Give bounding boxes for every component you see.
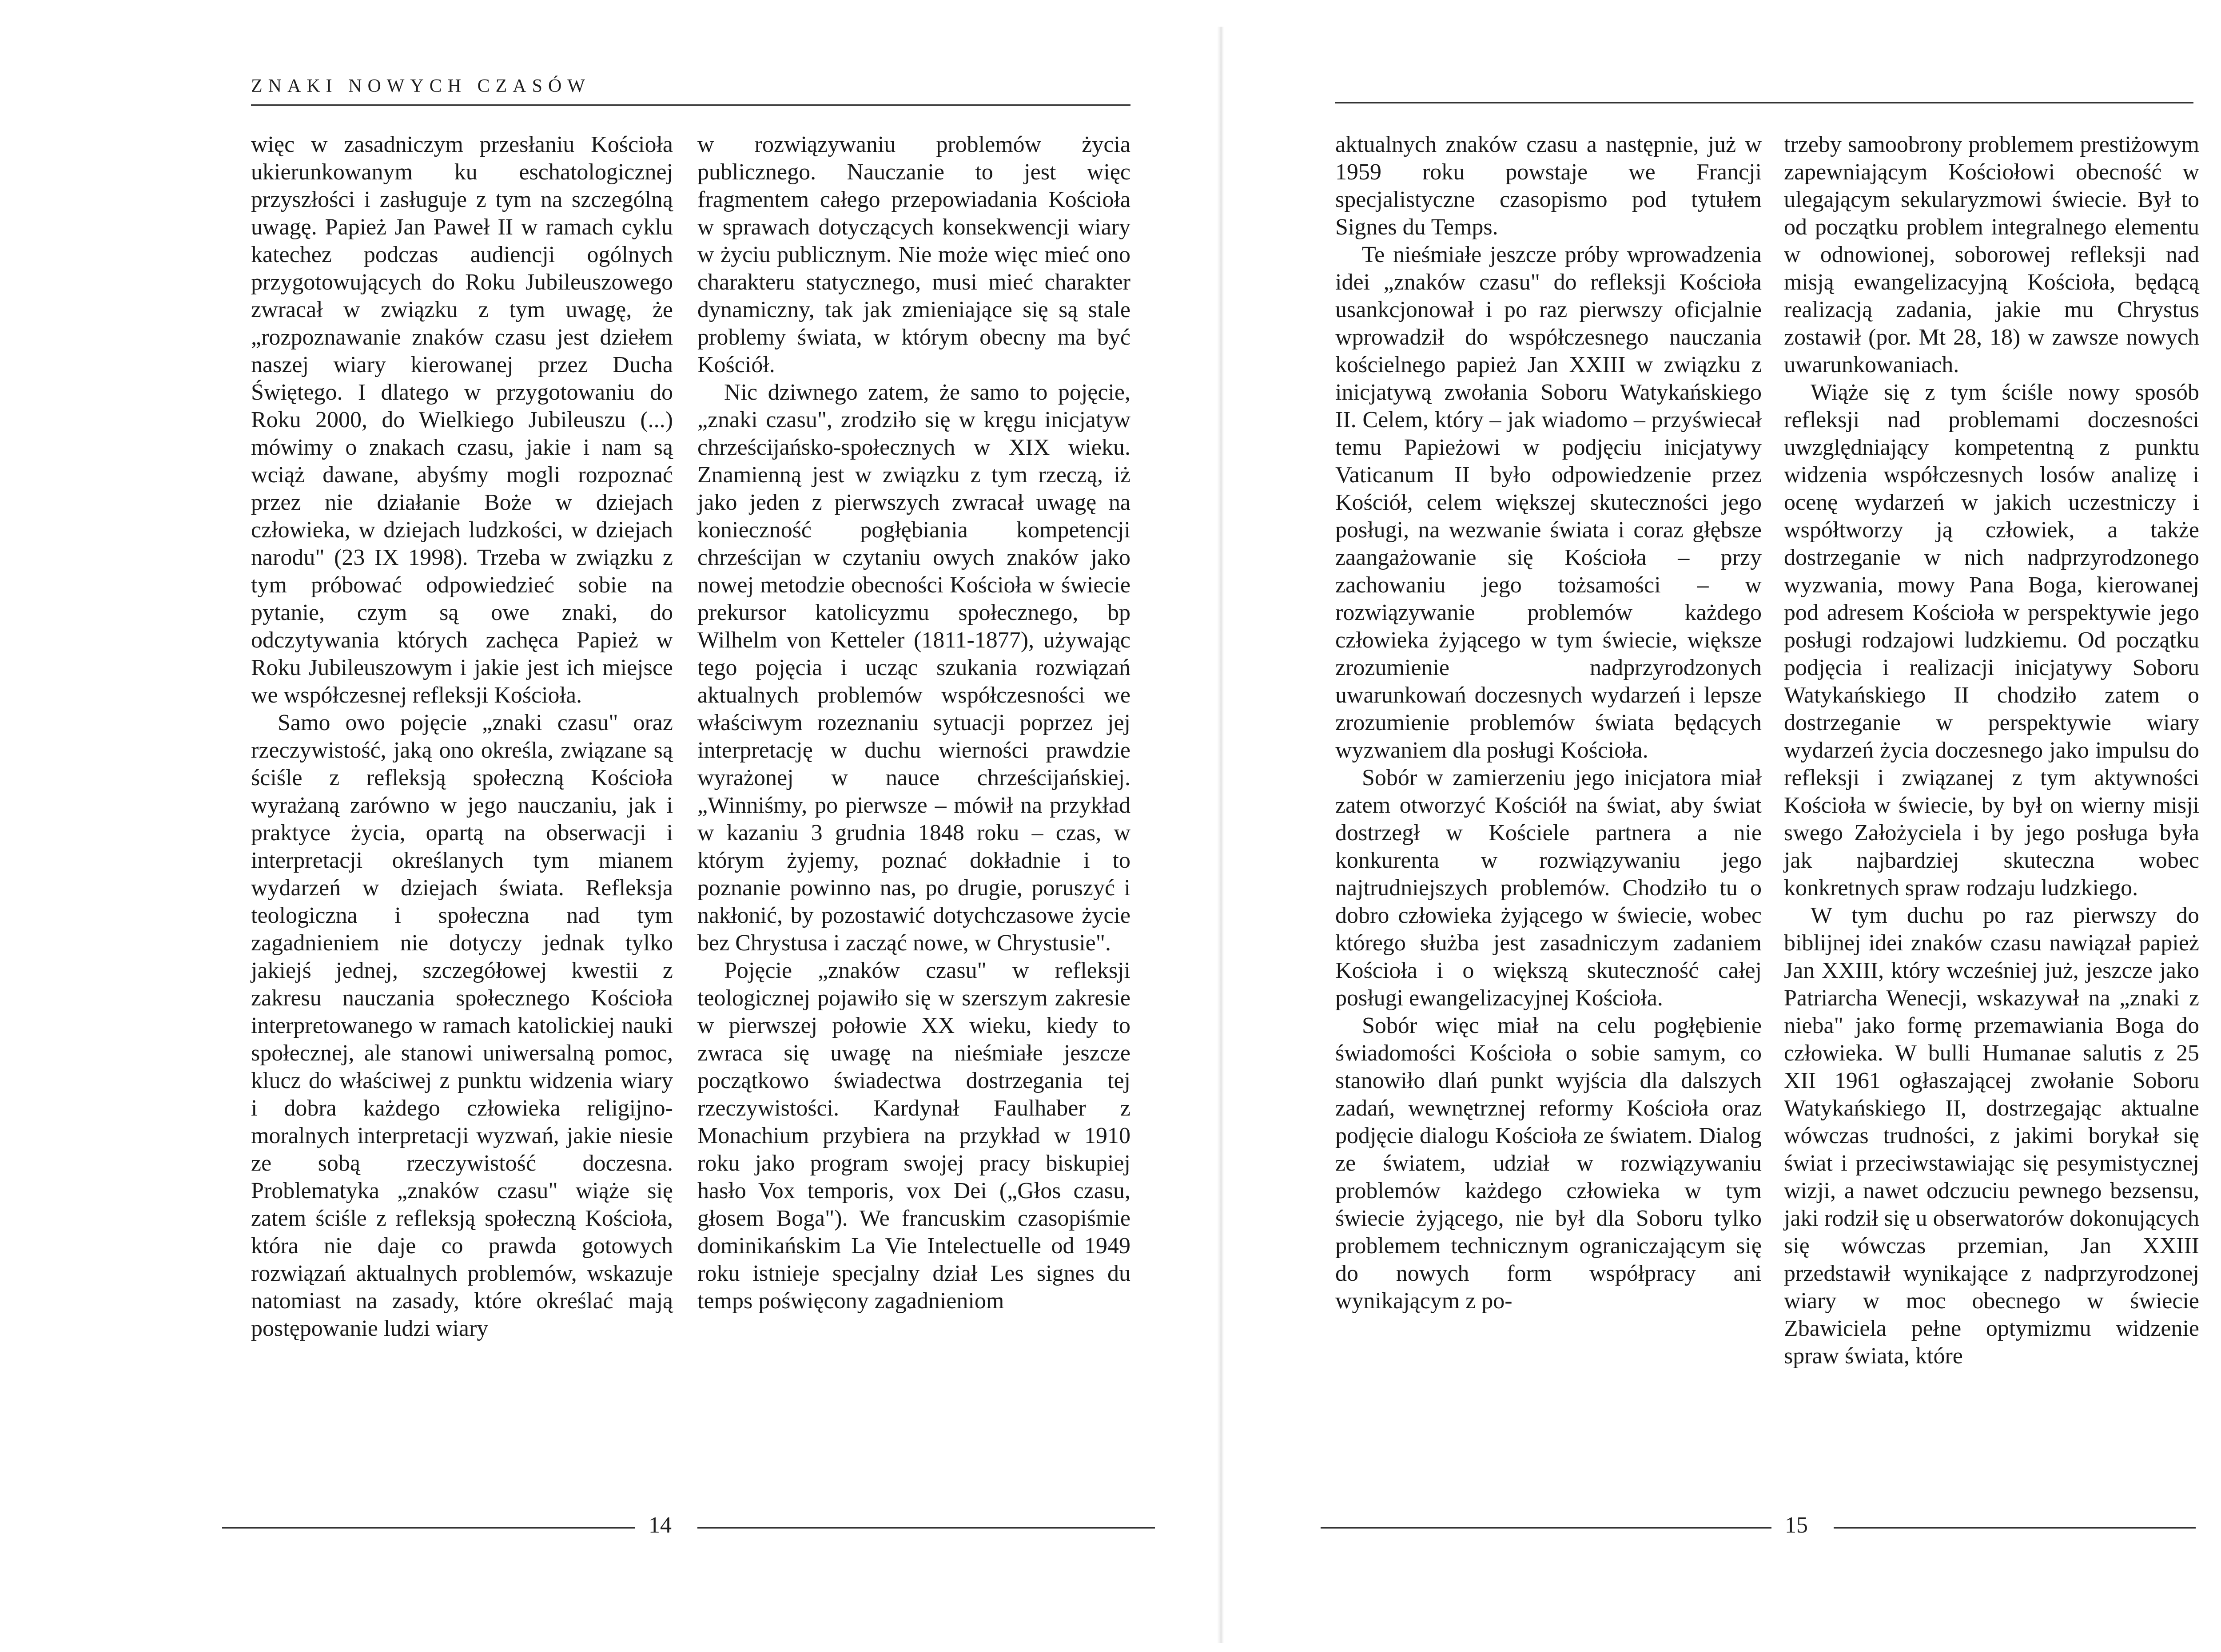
running-head: ZNAKI NOWYCH CZASÓW [251, 76, 591, 96]
paragraph: w rozwiązywaniu problemów życia publicznego. Nauczanie to jest więc fragmentem całego przepowiadania Kościoła w sprawach dotyczących konsekwencji wiary w życiu publicznym. Nie może więc mieć ono charakteru statycznego, musi mieć charakter dynamiczny, tak jak zmieniające się są stale problemy świata, w którym obecny ma być Kościół. [697, 132, 1130, 377]
right-page [1167, 0, 2221, 1652]
folio-rule-left [222, 1527, 635, 1529]
paragraph: Sobór w zamierzeniu jego inicjatora miał zatem otworzyć Kościół na świat, aby świat dostrzegł w Kościele partnera a nie konkurenta w rozwiązywaniu jego najtrudniejszych problemów. Chodziło tu o dobro człowieka żyjącego w świecie, wobec którego służba jest zasadniczym zadaniem Kościoła i o większą skuteczność całej posługi ewangelizacyjnej Kościoła. [1335, 765, 1762, 1011]
folio-rule-right [697, 1527, 1155, 1529]
header-rule [1335, 102, 2193, 103]
right-page-column-1 [1335, 131, 1762, 1315]
right-folio [1321, 1512, 2209, 1539]
right-page-column-2 [1784, 131, 2199, 1370]
paragraph: Nic dziwnego zatem, że samo to pojęcie, „znaki czasu", zrodziło się w kręgu inicjatyw chrześcijańsko-społecznych w XIX wieku. Znamienną jest w związku z tym rzeczą, iż jako jeden z pierwszych zwracał uwagę na konieczność pogłębiania kompetencji chrześcijan w czytaniu owych znaków jako nowej metodzie obecności Kościoła w świecie prekursor katolicyzmu społecznego, bp Wilhelm von Ketteler (1811-1877), używając tego pojęcia i ucząc szukania rozwiązań aktualnych problemów współczesności we właściwym rozeznaniu sytuacji poprzez jej interpretację w duchu wierności prawdzie wyrażonej w nauce chrześcijańskiej. „Winniśmy, po pierwsze – mówił na przykład w kazaniu 3 grudnia 1848 roku – czas, w którym żyjemy, poznać dokładnie i to poznanie powinno nas, po drugie, poruszyć i nakłonić, by pozostawić dotychczasowe życie bez Chrystusa i zacząć nowe, w Chrystusie". [697, 380, 1130, 956]
paragraph: Te nieśmiałe jeszcze próby wprowadzenia idei „znaków czasu" do refleksji Kościoła usankcjonował i po raz pierwszy oficjalnie wprowadził do współczesnego nauczania kościelnego papież Jan XXIII w związku z inicjatywą zwołania Soboru Watykańskiego II. Celem, który – jak wiadomo – przyświecał temu Papieżowi w podjęciu inicjatywy Vaticanum II było odpowiedzenie przez Kościół, celem większej skuteczności jego posługi, na wezwanie świata i coraz głębsze zaangażowanie się Kościoła – przy zachowaniu jego tożsamości – w rozwiązywanie problemów każdego człowieka żyjącego w tym świecie, większe zrozumienie nadprzyrodzonych uwarunkowań doczesnych wydarzeń i lepsze zrozumienie problemów świata będących wyzwaniem dla posługi Kościoła. [1335, 242, 1762, 763]
paragraph: trzeby samoobrony problemem prestiżowym zapewniającym Kościołowi obecność w ulegającym sekularyzmowi świecie. Był to od początku problem integralnego elementu w odnowionej, soborowej refleksji nad misją ewangelizacyjną Kościoła, będącą realizacją zadania, jakie mu Chrystus zostawił (por. Mt 28, 18) w zawsze nowych uwarunkowaniach. [1784, 132, 2199, 377]
paragraph: więc w zasadniczym przesłaniu Kościoła ukierunkowanym ku eschatologicznej przyszłości i zasługuje z tym na szczególną uwagę. Papież Jan Paweł II w ramach cyklu katechez podczas audiencji ogólnych przygotowujących do Roku Jubileuszowego zwracał w związku z tym uwagę, że „rozpoznawanie znaków czasu jest dziełem naszej wiary kierowanej przez Ducha Świętego. I dlatego w przygotowaniu do Roku 2000, do Wielkiego Jubileuszu (...) mówimy o znakach czasu, jakie i nam są wciąż dawane, abyśmy mogli rozpoznać przez nie działanie Boże w dziejach człowieka, w dziejach ludzkości, w dziejach narodu" (23 IX 1998). Trzeba w związku z tym próbować odpowiedzieć sobie na pytanie, czym są owe znaki, do odczytywania których zachęca Papież w Roku Jubileuszowym i jakie jest ich miejsce we współczesnej refleksji Kościoła. [251, 132, 673, 708]
folio-rule-left [1321, 1527, 1771, 1529]
left-folio [222, 1512, 1155, 1539]
folio-rule-right [1834, 1527, 2196, 1529]
header-rule [251, 104, 1130, 106]
page-number: 14 [649, 1513, 672, 1538]
paragraph: Sobór więc miał na celu pogłębienie świadomości Kościoła o sobie samym, co stanowiło dlań punkt wyjścia dla dalszych zadań, wewnętrznej reformy Kościoła oraz podjęcie dialogu Kościoła ze światem. Dialog ze światem, udział w rozwiązywaniu problemów każdego człowieka w tym świecie żyjącego, nie był dla Soboru tylko problemem technicznym ograniczającym się do nowych form współpracy ani wynikającym z po- [1335, 1013, 1762, 1314]
paragraph: Pojęcie „znaków czasu" w refleksji teologicznej pojawiło się w szerszym zakresie w pierwszej połowie XX wieku, kiedy to zwraca się uwagę na nieśmiałe jeszcze początkowo świadectwa dostrzegania tej rzeczywistości. Kardynał Faulhaber z Monachium przybiera na przykład w 1910 roku jako program swojej pracy biskupiej hasło Vox temporis, vox Dei („Głos czasu, głosem Boga"). We francuskim czasopiśmie dominikańskim La Vie Intelectuelle od 1949 roku istnieje specjalny dział Les signes du temps poświęcony zagadnieniom [697, 958, 1130, 1314]
paragraph: Samo owo pojęcie „znaki czasu" oraz rzeczywistość, jaką ono określa, związane są ściśle z refleksją społeczną Kościoła wyrażaną zarówno w jego nauczaniu, jak i praktyce życia, opartą na obserwacji i interpretacji określanych tym mianem wydarzeń w dziejach świata. Refleksja teologiczna i społeczna nad tym zagadnieniem nie dotyczy jednak tylko jakiejś jednej, szczegółowej kwestii z zakresu nauczania społecznego Kościoła interpretowanego w ramach katolickiej nauki społecznej, ale stanowi uniwersalną pomoc, klucz do właściwej z punktu widzenia wiary i dobra każdego człowieka religijno-moralnych interpretacji wyzwań, jakie niesie ze sobą rzeczywistość doczesna. Problematyka „znaków czasu" wiąże się zatem ściśle z refleksją społeczną Kościoła, która nie daje co prawda gotowych rozwiązań aktualnych problemów, wskazuje natomiast na zasady, które określać mają postępowanie ludzi wiary [251, 710, 673, 1341]
left-page-column-1 [251, 131, 673, 1342]
paragraph: Wiąże się z tym ściśle nowy sposób refleksji nad problemami doczesności uwzględniający kompetentną z punktu widzenia współczesnych losów analizę i ocenę wydarzeń w jakich uczestniczy i współtworzy ją człowiek, a także dostrzeganie w nich nadprzyrodzonego wyzwania, mowy Pana Boga, kierowanej pod adresem Kościoła w perspektywie jego posługi rodzajowi ludzkiemu. Od początku podjęcia i realizacji inicjatywy Soboru Watykańskiego II chodziło zatem o dostrzeganie w perspektywie wiary wydarzeń życia doczesnego jako impulsu do refleksji i związanej z tym aktywności Kościoła w świecie, by był on wierny misji swego Założyciela i by jego posługa była jak najbardziej skuteczna wobec konkretnych spraw rodzaju ludzkiego. [1784, 380, 2199, 901]
paragraph: aktualnych znaków czasu a następnie, już w 1959 roku powstaje we Francji specjalistyczne czasopismo pod tytułem Signes du Temps. [1335, 132, 1762, 240]
paragraph: W tym duchu po raz pierwszy do biblijnej idei znaków czasu nawiązał papież Jan XXIII, który wcześniej już, jeszcze jako Patriarcha Wenecji, wskazywał na „znaki z nieba" jako formę przemawiania Boga do człowieka. W bulli Humanae salutis z 25 XII 1961 ogłaszającej zwołanie Soboru Watykańskiego II, dostrzegając aktualne wówczas trudności, z jakimi borykał się świat i przeciwstawiając się pesymistycznej wizji, a nawet odczuciu pewnego bezsensu, jaki rodził się u obserwatorów dokonujących się wówczas przemian, Jan XXIII przedstawił wynikające z nadprzyrodzonej wiary w moc obecnego w świecie Zbawiciela pełne optymizmu widzenie spraw świata, które [1784, 903, 2199, 1369]
page-number: 15 [1785, 1513, 1808, 1538]
left-page-column-2 [697, 131, 1130, 1315]
